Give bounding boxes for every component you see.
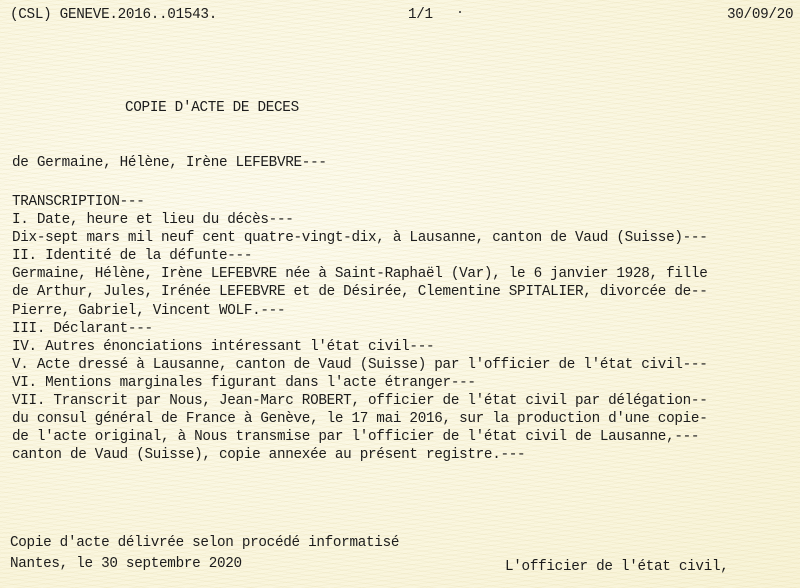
page-number: 1/1 bbox=[408, 7, 433, 23]
document-reference: (CSL) GENEVE.2016..01543. bbox=[10, 7, 217, 23]
body-line: IV. Autres énonciations intéressant l'état civil--- bbox=[12, 338, 435, 355]
transcription-body bbox=[12, 193, 707, 464]
body-line: du consul général de France à Genève, le 17 mai 2016, sur la production d'une copie- bbox=[12, 411, 708, 428]
body-line: de Arthur, Jules, Irénée LEFEBVRE et de Désirée, Clementine SPITALIER, divorcée de-- bbox=[12, 284, 708, 301]
body-line: Germaine, Hélène, Irène LEFEBVRE née à Saint-Raphaël (Var), le 6 janvier 1928, fille bbox=[12, 266, 708, 283]
body-line: I. Date, heure et lieu du décès--- bbox=[12, 212, 294, 229]
body-line: V. Acte dressé à Lausanne, canton de Vaud (Suisse) par l'officier de l'état civil--- bbox=[12, 356, 708, 373]
body-line: II. Identité de la défunte--- bbox=[12, 248, 253, 265]
body-line: canton de Vaud (Suisse), copie annexée au présent registre.--- bbox=[12, 447, 526, 464]
body-line: VII. Transcrit par Nous, Jean-Marc ROBERT, officier de l'état civil par délégation-- bbox=[12, 393, 708, 410]
ink-speck bbox=[459, 11, 461, 13]
body-line: de l'acte original, à Nous transmise par l'officier de l'état civil de Lausanne,--- bbox=[12, 429, 700, 446]
deceased-name-line: de Germaine, Hélène, Irène LEFEBVRE--- bbox=[12, 155, 327, 171]
document-title: COPIE D'ACTE DE DECES bbox=[125, 100, 299, 116]
signature-line: L'officier de l'état civil, bbox=[505, 559, 729, 575]
body-line: III. Déclarant--- bbox=[12, 320, 153, 337]
place-and-date: Nantes, le 30 septembre 2020 bbox=[10, 556, 242, 572]
header-date: 30/09/20 bbox=[727, 7, 794, 23]
body-line: TRANSCRIPTION--- bbox=[12, 194, 145, 210]
body-line: VI. Mentions marginales figurant dans l'acte étranger--- bbox=[12, 374, 476, 391]
body-line: Dix-sept mars mil neuf cent quatre-vingt-dix, à Lausanne, canton de Vaud (Suisse)--- bbox=[12, 230, 708, 247]
delivery-statement: Copie d'acte délivrée selon procédé informatisé bbox=[10, 535, 400, 551]
body-line: Pierre, Gabriel, Vincent WOLF.--- bbox=[12, 302, 286, 319]
